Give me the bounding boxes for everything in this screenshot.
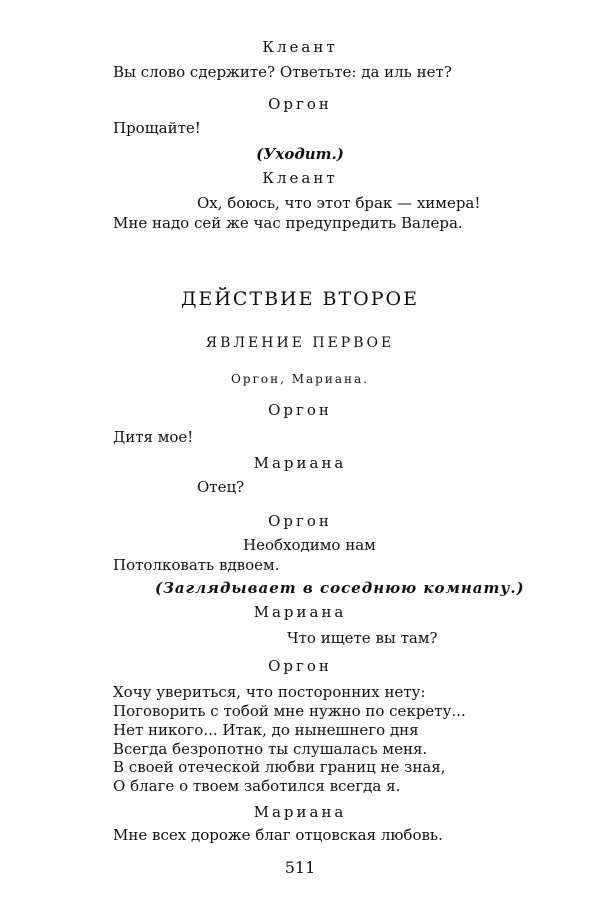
speaker-name: Клеант	[262, 38, 338, 56]
verse-line: Что ищете вы там?	[287, 629, 438, 647]
verse-line: Прощайте!	[113, 119, 201, 137]
speaker-name: Клеант	[262, 169, 338, 187]
verse-line: Поговорить с тобой мне нужно по секрету...	[113, 702, 466, 720]
scene-heading: ЯВЛЕНИЕ ПЕРВОЕ	[205, 335, 395, 351]
speaker-name: Мариана	[253, 454, 347, 472]
verse-line: Всегда безропотно ты слушалась меня.	[113, 740, 428, 758]
verse-line: Необходимо нам	[243, 536, 376, 554]
page-number: 511	[284, 858, 316, 877]
speaker-name: Оргон	[268, 95, 332, 113]
speaker-name: Оргон	[268, 512, 332, 530]
verse-line: О благе о твоем заботился всегда я.	[113, 777, 401, 795]
stage-direction: (Заглядывает в соседнюю комнату.)	[155, 579, 525, 597]
verse-line: В своей отеческой любви границ не зная,	[113, 758, 446, 776]
verse-line: Вы слово сдержите? Ответьте: да иль нет?	[113, 63, 452, 81]
verse-line: Хочу увериться, что посторонних нету:	[113, 683, 426, 701]
speaker-name: Оргон	[268, 401, 332, 419]
act-heading: ДЕЙСТВИЕ ВТОРОЕ	[181, 288, 419, 310]
verse-line: Ох, боюсь, что этот брак — химера!	[197, 194, 481, 212]
verse-line: Дитя мое!	[113, 428, 194, 446]
verse-line: Мне надо сей же час предупредить Валера.	[113, 214, 463, 232]
verse-line: Нет никого... Итак, до нынешнего дня	[113, 721, 419, 739]
speaker-name: Мариана	[253, 603, 347, 621]
verse-line: Потолковать вдвоем.	[113, 556, 280, 574]
verse-line: Отец?	[197, 478, 245, 496]
stage-direction: (Уходит.)	[256, 145, 344, 163]
verse-line: Мне всех дороже благ отцовская любовь.	[113, 826, 443, 844]
speaker-name: Мариана	[253, 803, 347, 821]
speaker-name: Оргон	[268, 657, 332, 675]
cast-list: Оргон, Мариана.	[231, 372, 369, 386]
